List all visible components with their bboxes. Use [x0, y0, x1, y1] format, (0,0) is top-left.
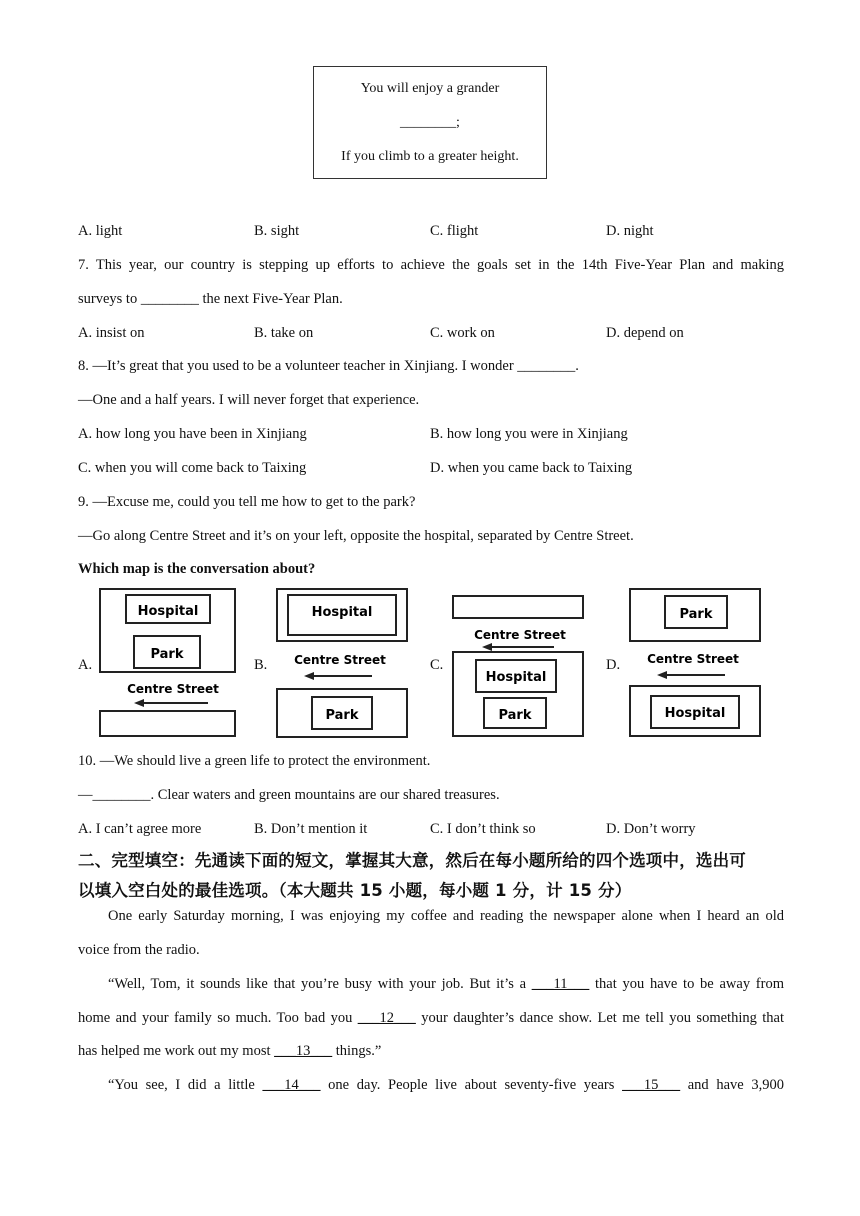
map-b-hospital-text: Hospital	[311, 605, 373, 620]
blank-14[interactable]: ___14___	[262, 1077, 321, 1093]
passage-text: home and your family so much. Too bad you	[78, 1010, 353, 1026]
passage-text: your daughter’s dance show. Let me tell you something that	[421, 1010, 785, 1026]
passage-p3-line-1	[108, 1077, 784, 1094]
q10-option-d[interactable]: D. Don’t worry	[606, 821, 696, 837]
q8-stem-line-1: 8. —It’s great that you used to be a volunteer teacher in Xinjiang. I wonder ________.	[78, 358, 579, 374]
map-d-park-text: Park	[679, 607, 713, 622]
map-b[interactable]	[274, 586, 411, 747]
map-a-label[interactable]: A.	[78, 657, 93, 673]
blank-12[interactable]: ___12___	[357, 1010, 416, 1026]
q7-stem-line-2: surveys to ________ the next Five-Year Plan.	[78, 291, 343, 307]
map-a-park-text: Park	[150, 647, 184, 662]
q7-stem-line-1: 7. This year, our country is stepping up efforts to achieve the goals set in the 14th Five-Year Plan and making	[78, 257, 784, 273]
q9-prompt: Which map is the conversation about?	[78, 561, 316, 577]
q8-option-d[interactable]: D. when you came back to Taixing	[430, 460, 633, 476]
passage-text: that you have to be away from	[594, 976, 784, 992]
q6-option-b[interactable]: B. sight	[254, 223, 300, 239]
map-a-street-text: Centre Street	[127, 682, 219, 696]
q6-option-a[interactable]: A. light	[78, 223, 123, 239]
section-heading-line-2: 以填入空白处的最佳选项。（本大题共 15 小题，每小题 1 分，计 15 分）	[78, 881, 632, 900]
map-d-label[interactable]: D.	[606, 657, 621, 673]
map-c[interactable]	[450, 586, 587, 747]
passage-p2-line-3	[78, 1043, 381, 1060]
q10-option-b[interactable]: B. Don’t mention it	[254, 821, 368, 837]
poem-line-3: If you climb to a greater height.	[341, 149, 519, 164]
map-d[interactable]	[627, 586, 764, 747]
map-b-park-text: Park	[325, 708, 359, 723]
q7-option-b[interactable]: B. take on	[254, 325, 314, 341]
passage-text: “Well, Tom, it sounds like that you’re busy with your job. But it’s a	[108, 976, 527, 992]
q10-stem-line-2: —________. Clear waters and green mountains are our shared treasures.	[78, 787, 500, 803]
passage-p1-line-2: voice from the radio.	[78, 942, 200, 958]
q10-option-c[interactable]: C. I don’t think so	[430, 821, 536, 837]
q10-stem-line-1: 10. —We should live a green life to protect the environment.	[78, 753, 431, 769]
passage-p1-line-1: One early Saturday morning, I was enjoying my coffee and reading the newspaper alone when I heard an old	[108, 908, 784, 924]
blank-15[interactable]: ___15___	[622, 1077, 681, 1093]
q7-option-d[interactable]: D. depend on	[606, 325, 684, 341]
q9-stem-line-1: 9. —Excuse me, could you tell me how to get to the park?	[78, 494, 416, 510]
poem-box	[313, 66, 547, 179]
q9-stem-line-2: —Go along Centre Street and it’s on your left, opposite the hospital, separated by Centre Street.	[78, 528, 634, 544]
q10-option-a[interactable]: A. I can’t agree more	[78, 821, 202, 837]
q7-option-c[interactable]: C. work on	[430, 325, 495, 341]
q8-option-a[interactable]: A. how long you have been in Xinjiang	[78, 426, 307, 442]
map-c-park-text: Park	[498, 708, 532, 723]
map-b-label[interactable]: B.	[254, 657, 268, 673]
blank-11[interactable]: ___11___	[531, 976, 590, 992]
passage-text: has helped me work out my most	[78, 1043, 271, 1059]
poem-line-2: ________;	[400, 115, 460, 130]
passage-p2-line-1	[108, 976, 784, 993]
passage-p2-line-2	[78, 1010, 784, 1027]
passage-text: and have 3,900	[687, 1077, 785, 1093]
map-c-street-text: Centre Street	[474, 628, 566, 642]
map-c-hospital-text: Hospital	[485, 670, 547, 685]
map-d-street-text: Centre Street	[647, 652, 739, 666]
passage-text: “You see, I did a little	[108, 1077, 255, 1093]
blank-13[interactable]: ___13___	[274, 1043, 333, 1059]
poem-line-1: You will enjoy a grander	[360, 81, 500, 96]
map-a-hospital-text: Hospital	[137, 604, 199, 619]
map-b-street-text: Centre Street	[294, 653, 386, 667]
section-heading-line-1: 二、完型填空：先通读下面的短文，掌握其大意，然后在每小题所给的四个选项中，选出可	[78, 851, 746, 870]
map-c-label[interactable]: C.	[430, 657, 444, 673]
q8-option-c[interactable]: C. when you will come back to Taixing	[78, 460, 307, 476]
q8-option-b[interactable]: B. how long you were in Xinjiang	[430, 426, 628, 442]
passage-text: things.”	[335, 1043, 382, 1059]
passage-text: one day. People live about seventy-five years	[328, 1077, 615, 1093]
map-d-hospital-text: Hospital	[664, 706, 726, 721]
q8-stem-line-2: —One and a half years. I will never forget that experience.	[78, 392, 420, 408]
map-a[interactable]	[96, 586, 241, 747]
q6-option-d[interactable]: D. night	[606, 223, 654, 239]
q7-option-a[interactable]: A. insist on	[78, 325, 145, 341]
q6-option-c[interactable]: C. flight	[430, 223, 479, 239]
